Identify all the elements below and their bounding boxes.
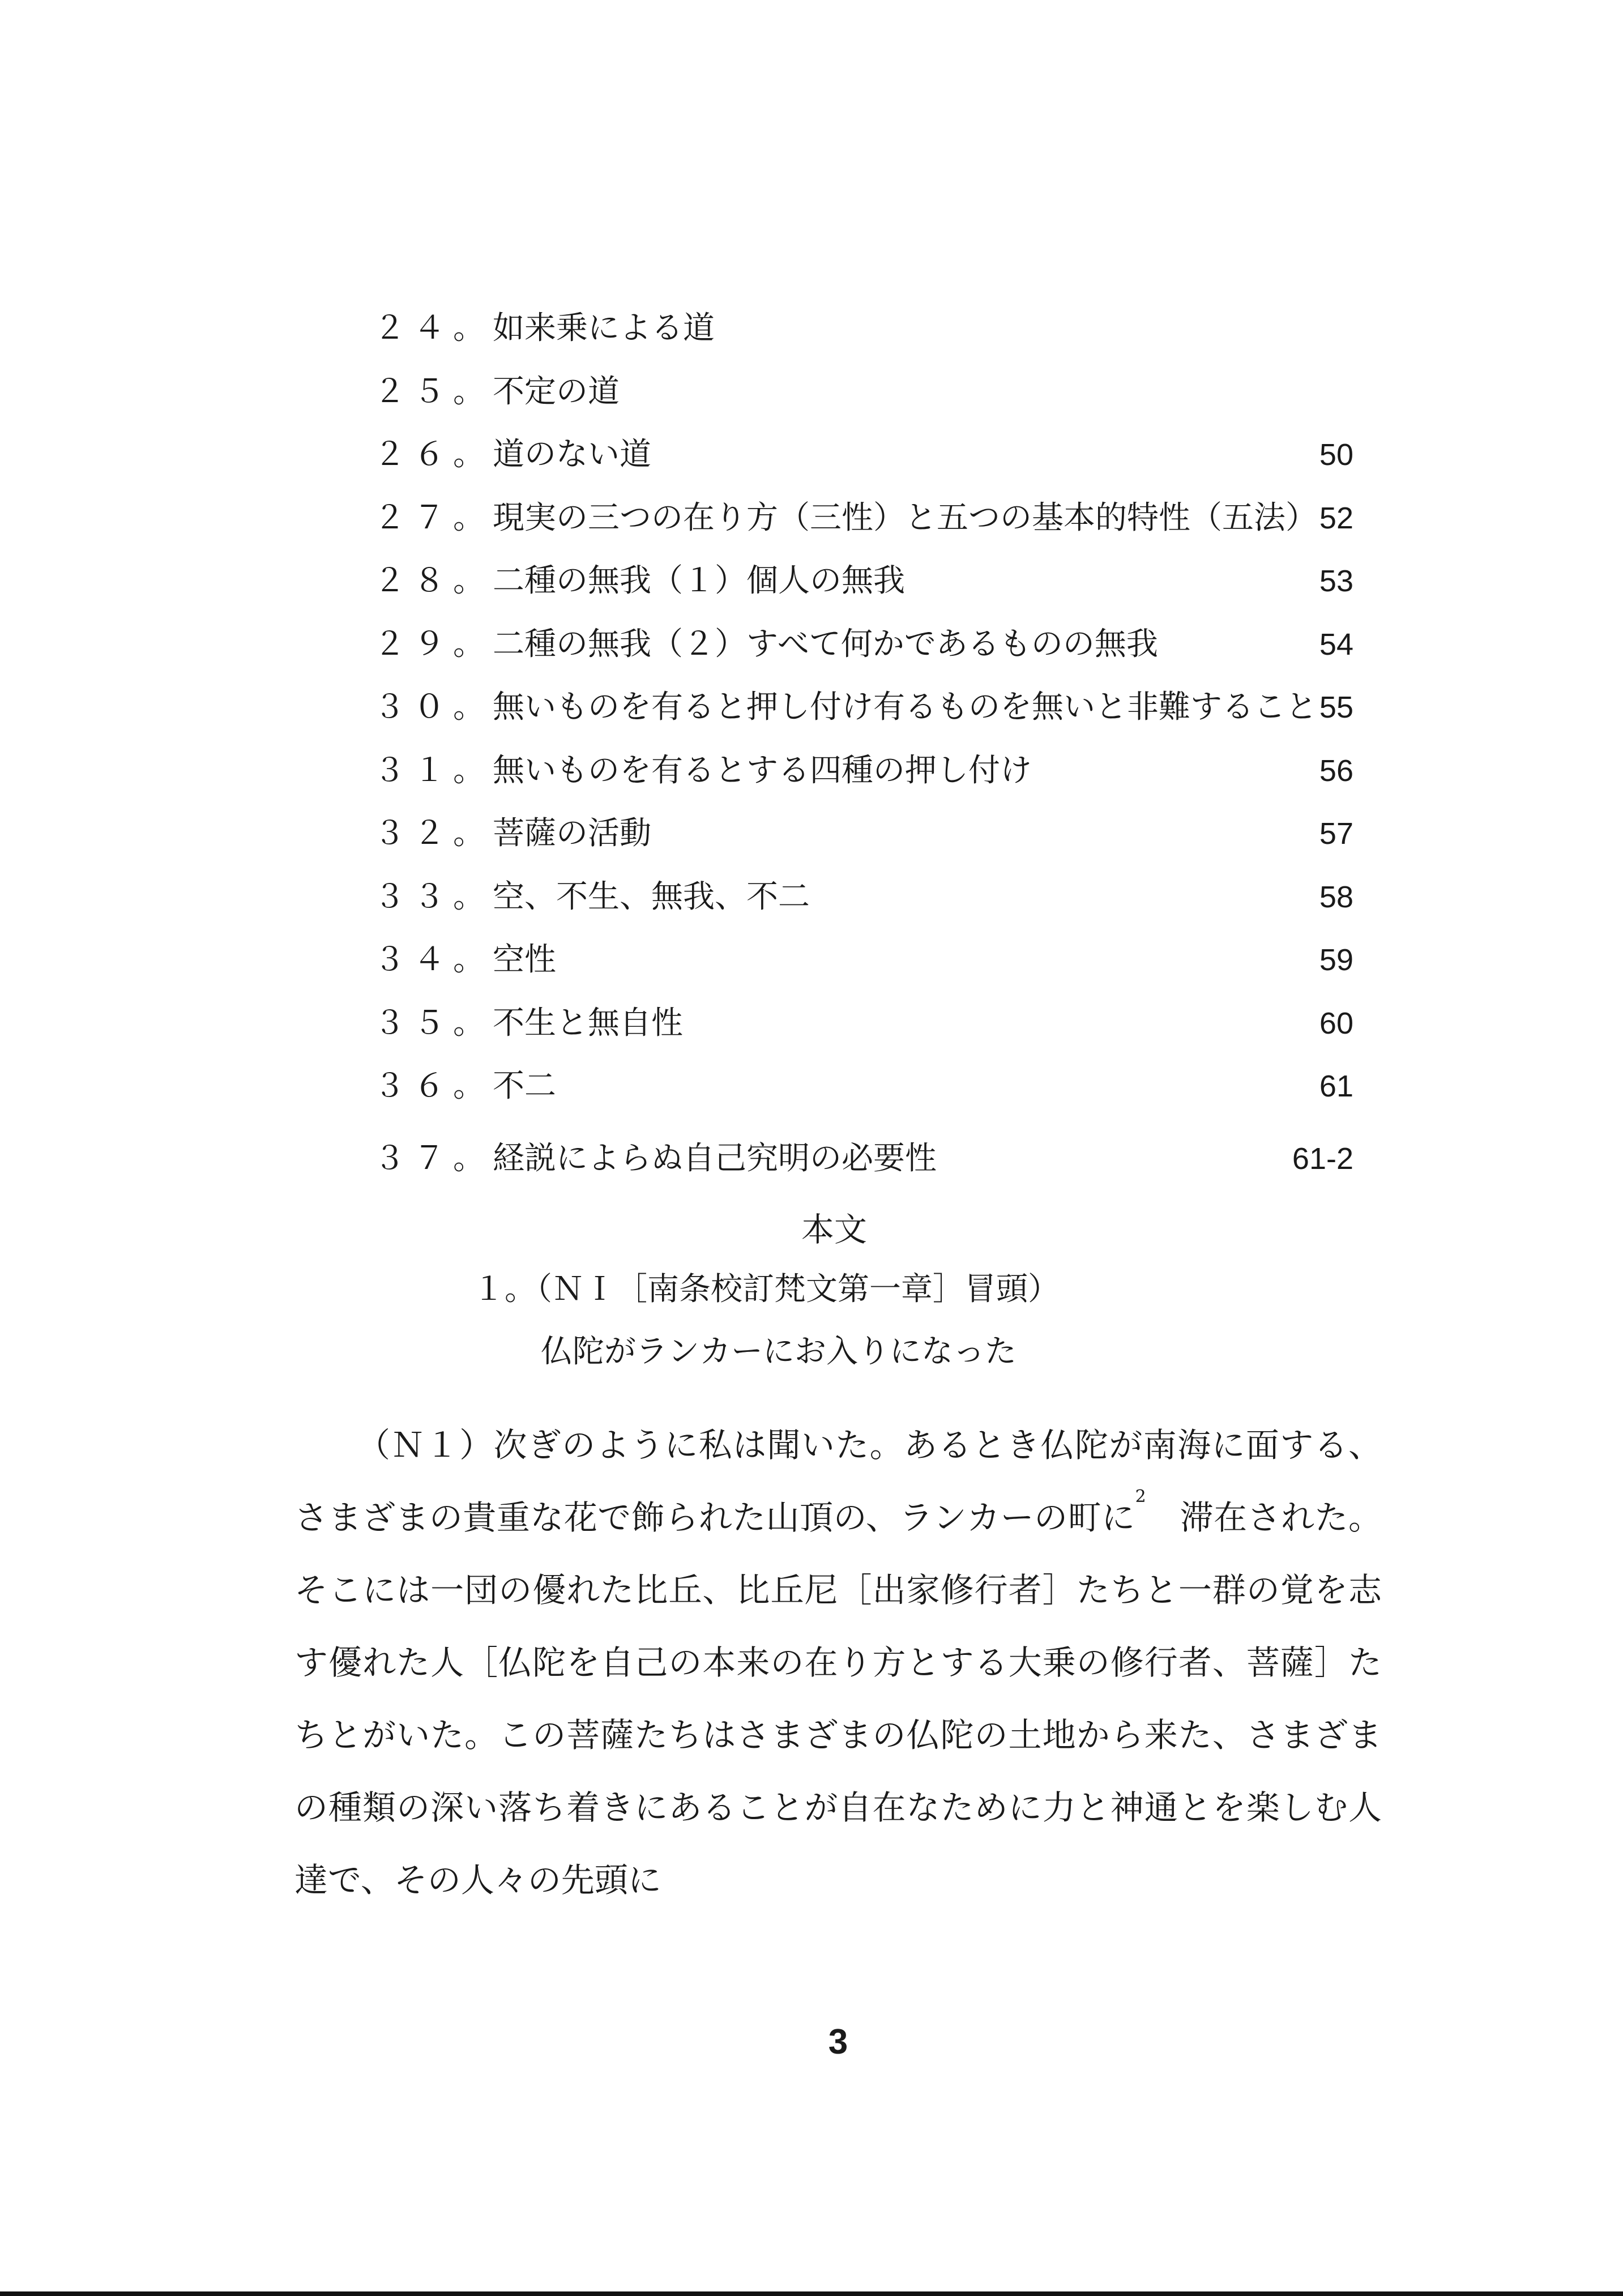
toc-entry xyxy=(374,616,1353,680)
section-title: 仏陀がランカーにお入りになった xyxy=(541,1333,1016,1370)
toc-entry-number: ３３。 xyxy=(374,878,493,915)
footnote-reference[interactable]: 2 xyxy=(1135,1487,1146,1507)
toc-entry-page: 54 xyxy=(1319,627,1353,662)
body-paragraph xyxy=(294,1409,1382,1917)
toc-entry-page: 58 xyxy=(1319,880,1353,914)
toc-entry-number: ２７。 xyxy=(374,499,493,536)
toc-entry-title: 道のない道 xyxy=(493,436,651,473)
toc-entry-title: 無いものを有るとする四種の押し付け xyxy=(493,752,1032,789)
toc-entry-number: ３６。 xyxy=(374,1068,493,1104)
toc-entry-number: ３１。 xyxy=(374,752,493,789)
toc-entry xyxy=(374,490,1353,553)
toc-entry xyxy=(374,679,1353,742)
toc-entry-page: 53 xyxy=(1319,564,1353,598)
toc-entry-number: ３０。 xyxy=(374,689,493,725)
toc-entry-page: 60 xyxy=(1319,1006,1353,1040)
toc-entry xyxy=(374,995,1353,1059)
body-text-part-2: 滞在された。そこには一団の優れた比丘、比丘尼［出家修行者］たちと一群の覚を志す優れた人［仏陀を自己の本来の在り方とする大乗の修行者、菩薩］たちとがいた。この菩薩たちはさまざまの仏陀の土地から来た、さまざまの種類の深い落ち着きにあることが自在なために力と神通とを楽しむ人達で、その人々の先頭に xyxy=(294,1498,1382,1900)
toc-entry-page: 61-2 xyxy=(1292,1142,1353,1176)
toc-entry-number: ２５。 xyxy=(374,373,493,410)
toc-entry xyxy=(374,742,1353,806)
toc-entry xyxy=(374,932,1353,995)
toc-entry-title: 現実の三つの在り方（三性）と五つの基本的特性（五法） xyxy=(493,499,1317,536)
toc-entry-number: ２９。 xyxy=(374,625,493,663)
toc-entry-page: 52 xyxy=(1319,501,1353,535)
toc-entry-page: 56 xyxy=(1319,753,1353,788)
toc-entry xyxy=(374,1130,1353,1203)
toc-entry-number: ２６。 xyxy=(374,436,493,473)
toc-entry-title: 不生と無自性 xyxy=(493,1004,683,1042)
toc-entry-page: 61 xyxy=(1319,1069,1353,1103)
toc-entry-title: 菩薩の活動 xyxy=(493,815,651,852)
toc-entry xyxy=(374,300,1353,364)
toc-entry xyxy=(374,426,1353,490)
section-subheading: １。（ＮＩ［南条校訂梵文第一章］冒頭） xyxy=(473,1271,1060,1308)
toc-entry-number: ３５。 xyxy=(374,1004,493,1042)
toc-entry-page: 57 xyxy=(1319,817,1353,851)
toc-entry-title: 不定の道 xyxy=(493,373,620,410)
toc-entry xyxy=(374,805,1353,869)
toc-entry-number: ３４。 xyxy=(374,941,493,978)
toc-entry xyxy=(374,1058,1353,1130)
toc-entry-title: 空、不生、無我、不二 xyxy=(493,878,810,915)
toc-entry-number: ２８。 xyxy=(374,562,493,599)
toc-entry-title: 不二 xyxy=(493,1068,556,1104)
toc-entry xyxy=(374,364,1353,427)
page-number: 3 xyxy=(828,2022,848,2062)
body-text-part-1: （Ｎ１）次ぎのように私は聞いた。あるとき仏陀が南海に面する、さまざまの貴重な花で飾られた山頂の、ランカーの町に xyxy=(294,1426,1382,1537)
toc-entry-title: 経説によらぬ自己究明の必要性 xyxy=(493,1140,937,1177)
toc-entry-page: 55 xyxy=(1319,690,1353,724)
toc-entry-page: 50 xyxy=(1319,438,1353,472)
toc-entry-number: ３７。 xyxy=(374,1140,493,1177)
toc-entry-number: ２４。 xyxy=(374,310,493,347)
toc-entry-title: 如来乗による道 xyxy=(493,310,715,347)
toc-entry xyxy=(374,869,1353,932)
toc-entry-title: 二種の無我（２）すべて何かであるものの無我 xyxy=(493,625,1158,663)
toc-entry xyxy=(374,553,1353,616)
toc-entry-title: 空性 xyxy=(493,941,556,978)
toc-entry-number: ３２。 xyxy=(374,815,493,852)
toc-entry-page: 59 xyxy=(1319,943,1353,977)
table-of-contents xyxy=(374,300,1353,1203)
main-text-heading: 本文 xyxy=(801,1210,867,1249)
scan-border xyxy=(0,2291,1623,2296)
toc-entry-title: 二種の無我（１）個人の無我 xyxy=(493,562,905,599)
toc-entry-title: 無いものを有ると押し付け有るものを無いと非難すること xyxy=(493,689,1317,725)
